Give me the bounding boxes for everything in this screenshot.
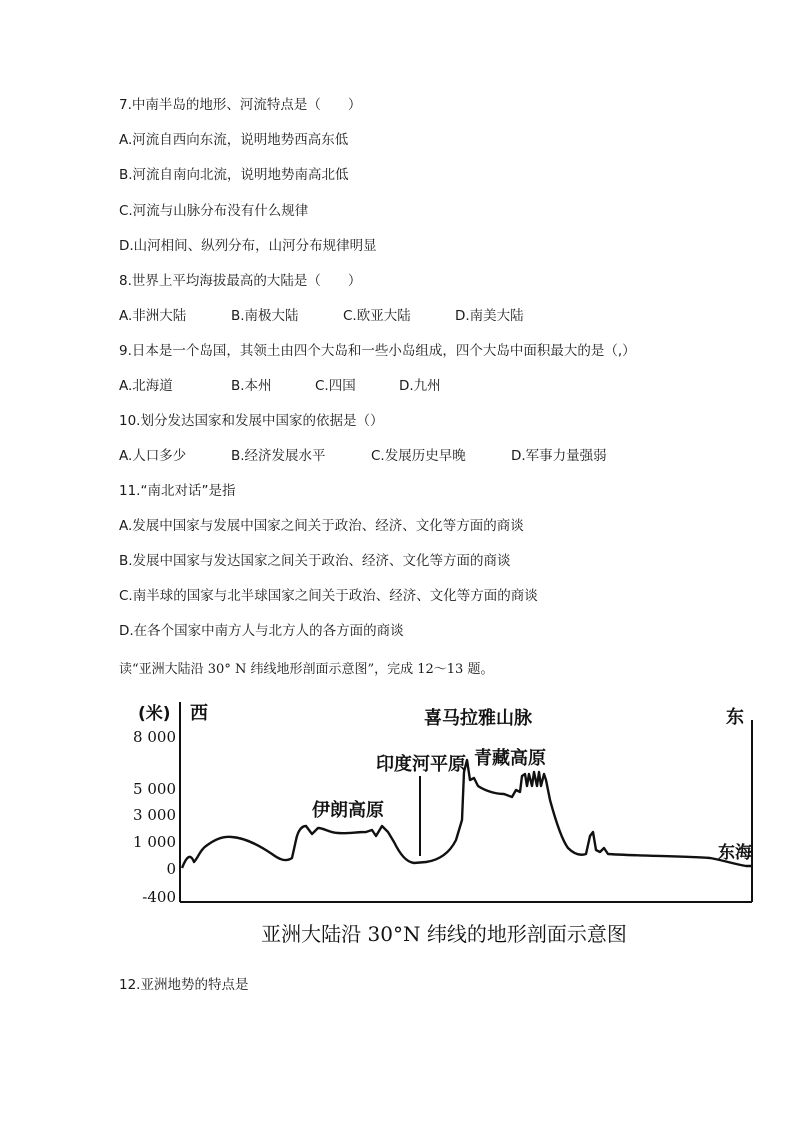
q8-option-d: D.南美大陆 — [455, 308, 524, 324]
q8-option-b: B.南极大陆 — [231, 308, 299, 324]
terrain-profile-line — [182, 760, 752, 868]
label-east-sea: 东海 — [718, 843, 752, 863]
q12-stem: 12.亚洲地势的特点是 — [119, 977, 249, 993]
terrain-profile-svg — [0, 690, 794, 960]
label-indus-plain: 印度河平原 — [376, 754, 466, 775]
label-iran-plateau: 伊朗高原 — [312, 800, 384, 821]
y-tick-8000: 8 000 — [133, 728, 176, 746]
y-tick-0: 0 — [166, 860, 176, 878]
terrain-profile-figure — [0, 690, 794, 960]
q9-stem: 9.日本是一个岛国，其领土由四个大岛和一些小岛组成，四个大岛中面积最大的是（,） — [119, 343, 636, 359]
y-unit-label: (米) — [138, 704, 171, 724]
q9-option-a: A.北海道 — [119, 378, 173, 394]
label-tibet-plateau: 青藏高原 — [474, 748, 546, 769]
figure-caption: 亚洲大陆沿 30°N 纬线的地形剖面示意图 — [261, 922, 627, 946]
figure-intro: 读“亚洲大陆沿 30° N 纬线地形剖面示意图”，完成 12～13 题。 — [119, 662, 494, 677]
q7-option-c: C.河流与山脉分布没有什么规律 — [119, 203, 309, 219]
q11-stem: 11.“南北对话”是指 — [119, 483, 236, 499]
q10-stem: 10.划分发达国家和发展中国家的依据是（） — [119, 413, 384, 429]
q11-option-a: A.发展中国家与发展中国家之间关于政治、经济、文化等方面的商谈 — [119, 518, 524, 534]
q10-option-b: B.经济发展水平 — [231, 448, 326, 464]
y-tick-1000: 1 000 — [133, 833, 176, 851]
q7-stem: 7.中南半岛的地形、河流特点是（ ） — [119, 97, 362, 113]
q11-option-c: C.南半球的国家与北半球国家之间关于政治、经济、文化等方面的商谈 — [119, 588, 538, 604]
east-label: 东 — [726, 707, 744, 728]
q9-option-d: D.九州 — [399, 378, 441, 394]
q8-option-c: C.欧亚大陆 — [343, 308, 411, 324]
q11-option-b: B.发展中国家与发达国家之间关于政治、经济、文化等方面的商谈 — [119, 553, 511, 569]
q7-option-d: D.山河相间、纵列分布，山河分布规律明显 — [119, 238, 377, 254]
q8-option-a: A.非洲大陆 — [119, 308, 187, 324]
q10-option-d: D.军事力量强弱 — [511, 448, 607, 464]
y-tick-5000: 5 000 — [133, 780, 176, 798]
q9-option-b: B.本州 — [231, 378, 272, 394]
q11-option-d: D.在各个国家中南方人与北方人的各方面的商谈 — [119, 623, 404, 639]
west-label: 西 — [190, 703, 208, 724]
label-himalaya: 喜马拉雅山脉 — [424, 708, 532, 729]
q7-option-a: A.河流自西向东流，说明地势西高东低 — [119, 132, 349, 148]
q7-option-b: B.河流自南向北流，说明地势南高北低 — [119, 167, 349, 183]
q8-stem: 8.世界上平均海拔最高的大陆是（ ） — [119, 273, 362, 289]
y-tick-3000: 3 000 — [133, 806, 176, 824]
q10-option-a: A.人口多少 — [119, 448, 187, 464]
q10-option-c: C.发展历史早晚 — [371, 448, 466, 464]
y-tick-minus400: -400 — [142, 888, 176, 906]
q9-option-c: C.四国 — [315, 378, 356, 394]
